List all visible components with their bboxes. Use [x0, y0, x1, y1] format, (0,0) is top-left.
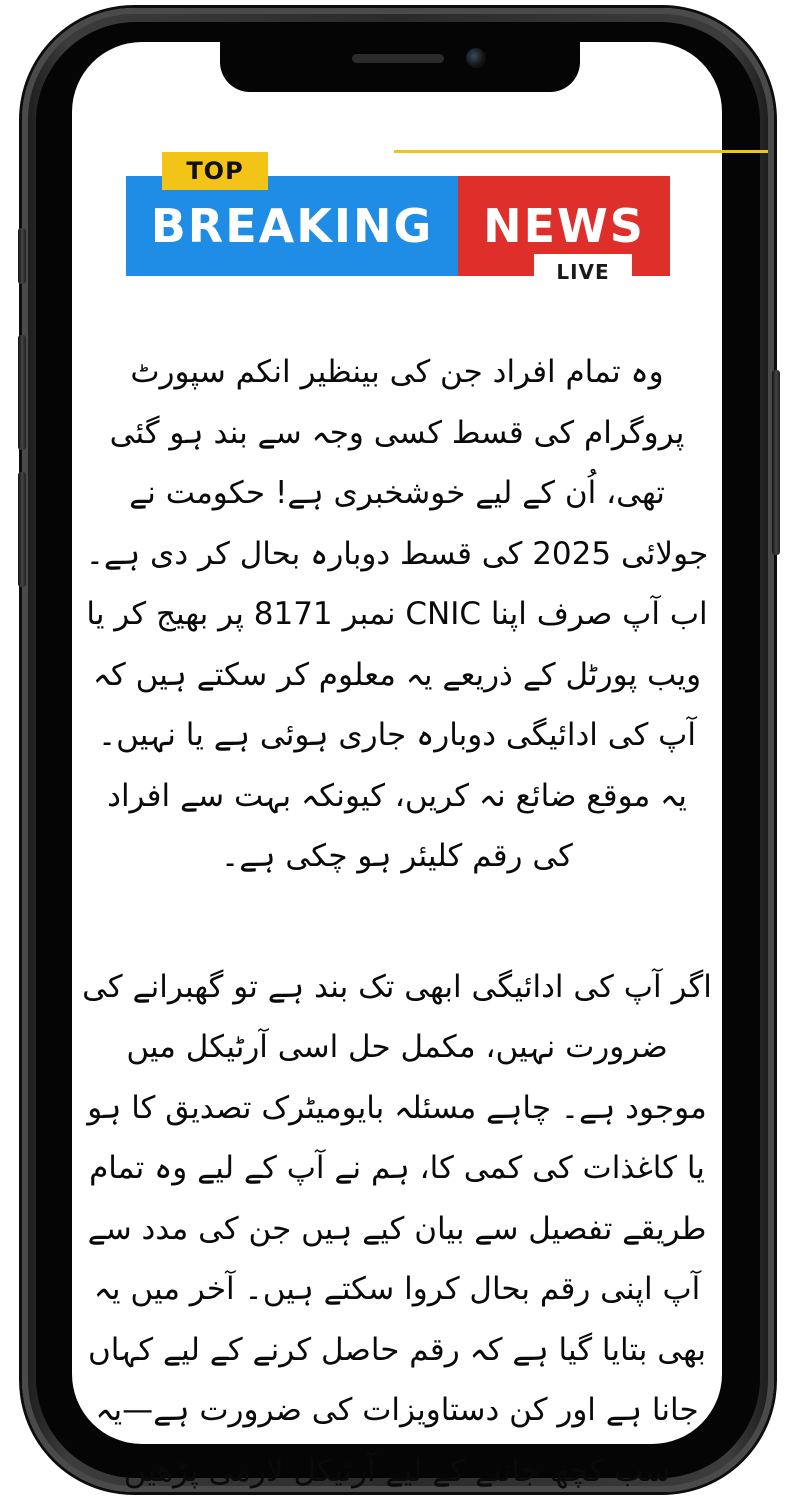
volume-down-button — [18, 472, 26, 587]
breaking-news-banner — [126, 150, 670, 290]
mute-switch — [18, 228, 26, 284]
live-tag: LIVE — [534, 254, 632, 290]
power-button — [772, 370, 780, 555]
breaking-label: BREAKING — [126, 176, 458, 276]
front-camera-icon — [466, 48, 486, 68]
notch — [220, 42, 580, 92]
speaker-grille — [352, 54, 444, 63]
article-body — [82, 342, 712, 1501]
article-paragraph-1: وہ تمام افراد جن کی بینظیر انکم سپورٹ پروگرام کی قسط کسی وجہ سے بند ہو گئی تھی، اُن کے لیے خوشخبری ہے! حکومت نے جولائی 2025 کی قسط دوبارہ بحال کر دی ہے۔ اب آپ صرف اپنا CNIC نمبر 8171 پر بھیج کر یا ویب پورٹل کے ذریعے یہ معلوم کر سکتے ہیں کہ آپ کی ادائیگی دوبارہ جاری ہوئی ہے یا نہیں۔ یہ موقع ضائع نہ کریں، کیونکہ بہت سے افراد کی رقم کلیئر ہو چکی ہے۔ — [82, 342, 712, 887]
banner-accent-line — [394, 150, 768, 153]
news-label: NEWS — [458, 176, 670, 276]
top-tag: TOP — [162, 152, 268, 190]
article-paragraph-2: اگر آپ کی ادائیگی ابھی تک بند ہے تو گھبرانے کی ضرورت نہیں، مکمل حل اسی آرٹیکل میں موجود ہے۔ چاہے مسئلہ بایومیٹرک تصدیق کا ہو یا کاغذات کی کمی کا، ہم نے آپ کے لیے وہ تمام طریقے تفصیل سے بیان کیے ہیں جن کی مدد سے آپ اپنی رقم بحال کروا سکتے ہیں۔ آخر میں یہ بھی بتایا گیا ہے کہ رقم حاصل کرنے کے لیے کہاں جانا ہے اور کن دستاویزات کی ضرورت ہے—یہ سب کچھ جاننے کے لیے آرٹیکل لازمی پڑھیں — [82, 957, 712, 1501]
volume-up-button — [18, 335, 26, 450]
